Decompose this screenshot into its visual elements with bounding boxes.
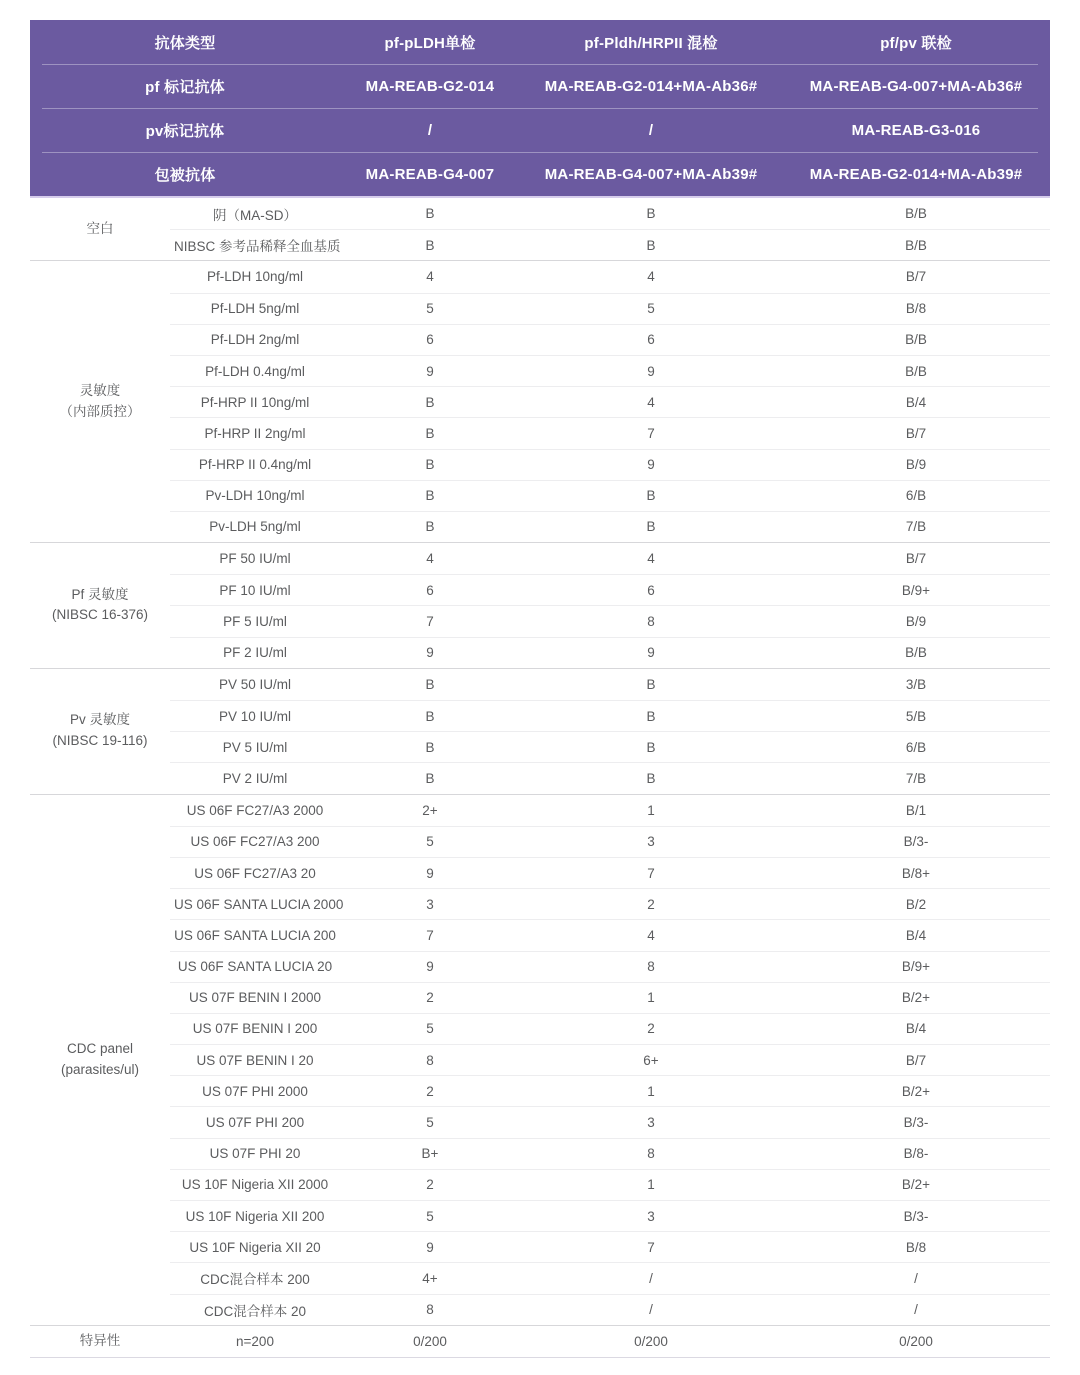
sample-name: Pf-HRP II 10ng/ml [200, 394, 310, 410]
table-row [170, 795, 1050, 826]
value-cell: 1 [647, 1177, 655, 1193]
header-cell-value: / [648, 121, 654, 139]
table-row [170, 1200, 1050, 1231]
value-cell: B/B [905, 206, 927, 222]
value-cell: B [425, 457, 435, 473]
value-cell: 5/B [905, 708, 927, 724]
table-section [30, 260, 1050, 542]
value-cell: B/4 [905, 927, 927, 943]
value-cell: B/4 [905, 1021, 927, 1037]
value-cell: B/8+ [901, 865, 931, 881]
value-cell: 3 [426, 896, 434, 912]
value-cell: B [425, 488, 435, 504]
value-cell: 5 [426, 1208, 434, 1224]
sample-name: US 06F FC27/A3 20 [194, 865, 316, 881]
sample-name: PV 10 IU/ml [218, 708, 292, 724]
value-cell: B [646, 770, 656, 786]
value-cell: 8 [426, 1052, 434, 1068]
sample-name: Pf-LDH 10ng/ml [206, 269, 304, 285]
value-cell: / [649, 1302, 653, 1318]
table-section [30, 198, 1050, 260]
sample-name: US 07F BENIN I 20 [196, 1052, 314, 1068]
value-cell: 6/B [905, 488, 927, 504]
group-label [30, 261, 170, 542]
value-cell: / [914, 1302, 918, 1318]
table-row [170, 480, 1050, 511]
section-rows [170, 795, 1050, 1325]
value-cell: 2+ [422, 802, 438, 818]
sample-name: US 07F PHI 2000 [202, 1083, 308, 1099]
table-row [170, 1169, 1050, 1200]
value-cell: B [425, 708, 435, 724]
value-cell: 5 [426, 301, 434, 317]
group-label-line: Pf 灵敏度 [71, 586, 129, 602]
table-row [170, 1294, 1050, 1325]
header-row-pf-label-antibody [30, 64, 1050, 108]
header-cell-pf-pldh-hrpii-combo: pf-Pldh/HRPII 混检 [584, 34, 718, 52]
header-cell-row-label: 包被抗体 [154, 166, 216, 184]
value-cell: B/B [905, 363, 927, 379]
value-cell: 8 [647, 959, 655, 975]
sample-name: NIBSC 参考品稀释全血基质 [174, 239, 341, 255]
value-cell: B [425, 676, 435, 692]
header-cell-value: MA-REAB-G3-016 [851, 121, 981, 139]
value-cell: 6 [426, 332, 434, 348]
value-cell: 9 [426, 645, 434, 661]
sample-name: Pf-LDH 0.4ng/ml [205, 363, 305, 379]
value-cell: 9 [647, 363, 655, 379]
header-row-coating-antibody [30, 152, 1050, 196]
value-cell: B/8 [905, 301, 927, 317]
table-row [170, 1262, 1050, 1293]
value-cell: B/9+ [901, 582, 931, 598]
header-cell-row-label: pv标记抗体 [145, 122, 225, 140]
table-row [170, 293, 1050, 324]
value-cell: 3 [647, 834, 655, 850]
value-cell: B/B [905, 332, 927, 348]
value-cell: B/7 [905, 269, 927, 285]
value-cell: B/B [905, 645, 927, 661]
value-cell: B/4 [905, 394, 927, 410]
table-section [30, 542, 1050, 668]
value-cell: B [646, 488, 656, 504]
value-cell: 6 [647, 582, 655, 598]
sample-name: 阴（MA-SD） [213, 207, 297, 223]
value-cell: B/3- [903, 1115, 929, 1131]
value-cell: B/8 [905, 1239, 927, 1255]
value-cell: 1 [647, 990, 655, 1006]
header-cell-value: MA-REAB-G2-014+MA-Ab39# [809, 165, 1023, 183]
group-label [30, 543, 170, 668]
table-section [30, 794, 1050, 1325]
value-cell: 1 [647, 1083, 655, 1099]
sample-name: US 07F PHI 20 [209, 1146, 301, 1162]
value-cell: 9 [647, 457, 655, 473]
value-cell: B/3- [903, 834, 929, 850]
value-cell: B/8- [903, 1146, 929, 1162]
value-cell: B [425, 206, 435, 222]
table-row [170, 543, 1050, 574]
value-cell: B [425, 519, 435, 535]
value-cell: B/2+ [901, 1083, 931, 1099]
value-cell: B+ [421, 1146, 439, 1162]
table-row [170, 261, 1050, 292]
value-cell: 4 [647, 394, 655, 410]
sample-name: US 07F BENIN I 200 [192, 1021, 318, 1037]
table-row [170, 731, 1050, 762]
header-row-pv-label-antibody [30, 108, 1050, 152]
value-cell: B/7 [905, 1052, 927, 1068]
table-row [170, 1138, 1050, 1169]
table-row [170, 229, 1050, 260]
value-cell: 0/200 [413, 1333, 447, 1349]
table-row [170, 1231, 1050, 1262]
sample-name: CDC混合样本 200 [200, 1272, 310, 1288]
header-cell-pf-pv-joint: pf/pv 联检 [880, 34, 952, 52]
value-cell: B/2+ [901, 1177, 931, 1193]
value-cell: B [425, 394, 435, 410]
table-row [170, 951, 1050, 982]
value-cell: 7 [647, 865, 655, 881]
value-cell: 2 [647, 1021, 655, 1037]
sample-name: US 07F BENIN I 2000 [188, 990, 322, 1006]
section-rows [170, 198, 1050, 260]
sample-name: Pf-LDH 5ng/ml [210, 301, 300, 317]
value-cell: 2 [426, 990, 434, 1006]
value-cell: B/1 [905, 802, 927, 818]
sample-name: US 06F SANTA LUCIA 20 [177, 959, 333, 975]
value-cell: B/9 [905, 457, 927, 473]
value-cell: 4 [647, 269, 655, 285]
value-cell: B/9 [905, 614, 927, 630]
sample-name: US 06F SANTA LUCIA 2000 [174, 896, 344, 912]
value-cell: 9 [426, 865, 434, 881]
header-cell-value: MA-REAB-G2-014+MA-Ab36# [544, 77, 758, 95]
sample-name: PV 2 IU/ml [222, 770, 288, 786]
value-cell: B [425, 425, 435, 441]
value-cell: 3/B [905, 676, 927, 692]
value-cell: 7 [426, 614, 434, 630]
value-cell: / [914, 1270, 918, 1286]
value-cell: 4 [426, 269, 434, 285]
value-cell: B [646, 708, 656, 724]
value-cell: B [646, 237, 656, 253]
value-cell: B [646, 676, 656, 692]
table-row [170, 888, 1050, 919]
sample-name: CDC混合样本 20 [203, 1303, 306, 1319]
table-row [170, 1075, 1050, 1106]
value-cell: 6/B [905, 739, 927, 755]
assay-comparison-table [30, 20, 1050, 1358]
value-cell: 3 [647, 1115, 655, 1131]
table-row [170, 355, 1050, 386]
sample-name: US 06F SANTA LUCIA 200 [174, 927, 336, 943]
value-cell: 6+ [643, 1052, 659, 1068]
value-cell: B/3- [903, 1208, 929, 1224]
value-cell: 9 [647, 645, 655, 661]
value-cell: 7/B [905, 519, 927, 535]
sample-name: Pf-LDH 2ng/ml [210, 332, 300, 348]
value-cell: 9 [426, 363, 434, 379]
sample-name: PF 10 IU/ml [219, 582, 291, 598]
table-body [30, 196, 1050, 1358]
group-label-line: CDC panel [66, 1040, 134, 1056]
value-cell: B/7 [905, 551, 927, 567]
sample-name: PV 5 IU/ml [222, 739, 288, 755]
sample-name: Pv-LDH 10ng/ml [205, 488, 305, 504]
section-rows [170, 1326, 1050, 1357]
header-cell-value: MA-REAB-G2-014 [365, 77, 495, 95]
sample-name: PF 2 IU/ml [223, 645, 287, 661]
value-cell: 6 [426, 582, 434, 598]
value-cell: 7 [647, 1239, 655, 1255]
table-row [170, 574, 1050, 605]
group-label-line: 空白 [86, 220, 114, 236]
table-section [30, 1325, 1050, 1357]
table-row [170, 857, 1050, 888]
value-cell: B/2+ [901, 990, 931, 1006]
value-cell: 7 [426, 927, 434, 943]
table-row [170, 1044, 1050, 1075]
group-label-line: (parasites/ul) [60, 1061, 140, 1077]
value-cell: B [646, 206, 656, 222]
table-row [170, 605, 1050, 636]
table-row [170, 637, 1050, 668]
sample-name: US 06F FC27/A3 200 [190, 834, 320, 850]
value-cell: 5 [426, 834, 434, 850]
value-cell: B [646, 519, 656, 535]
table-row [170, 417, 1050, 448]
group-label-line: (NIBSC 19-116) [52, 733, 148, 749]
sample-name: Pv-LDH 5ng/ml [209, 519, 301, 535]
sample-name: Pf-HRP II 2ng/ml [204, 425, 306, 441]
value-cell: 0/200 [634, 1333, 668, 1349]
header-cell-row-label: pf 标记抗体 [145, 78, 225, 96]
value-cell: B [425, 770, 435, 786]
value-cell: 4+ [422, 1270, 438, 1286]
value-cell: B/7 [905, 425, 927, 441]
value-cell: 5 [426, 1021, 434, 1037]
table-row [170, 826, 1050, 857]
group-label-line: (NIBSC 16-376) [51, 607, 149, 623]
header-cell-value: MA-REAB-G4-007+MA-Ab39# [544, 165, 758, 183]
sample-name: US 10F Nigeria XII 200 [185, 1208, 325, 1224]
sample-name: US 10F Nigeria XII 20 [189, 1239, 321, 1255]
value-cell: 0/200 [899, 1333, 933, 1349]
table-row [170, 919, 1050, 950]
group-label-line: 灵敏度 [79, 382, 121, 398]
value-cell: 5 [426, 1115, 434, 1131]
sample-name: Pf-HRP II 0.4ng/ml [198, 457, 312, 473]
header-cell-value: MA-REAB-G4-007 [365, 165, 495, 183]
group-label [30, 669, 170, 794]
table-row [170, 1013, 1050, 1044]
group-label [30, 795, 170, 1325]
header-cell-value: MA-REAB-G4-007+MA-Ab36# [809, 77, 1023, 95]
table-row [170, 386, 1050, 417]
value-cell: / [649, 1270, 653, 1286]
section-rows [170, 261, 1050, 542]
value-cell: B [646, 739, 656, 755]
value-cell: B/2 [905, 896, 927, 912]
value-cell: 5 [647, 301, 655, 317]
value-cell: 7/B [905, 770, 927, 786]
group-label-line: 特异性 [79, 1332, 121, 1348]
value-cell: B [425, 739, 435, 755]
value-cell: 8 [426, 1302, 434, 1318]
value-cell: B [425, 237, 435, 253]
value-cell: 3 [647, 1208, 655, 1224]
value-cell: 6 [647, 332, 655, 348]
value-cell: 9 [426, 1239, 434, 1255]
table-row [170, 700, 1050, 731]
section-rows [170, 543, 1050, 668]
header-cell-value: / [427, 121, 433, 139]
table-header [30, 20, 1050, 196]
sample-name: PV 50 IU/ml [218, 676, 292, 692]
value-cell: 4 [426, 551, 434, 567]
value-cell: B/9+ [901, 959, 931, 975]
value-cell: B/B [905, 237, 927, 253]
table-row [170, 198, 1050, 229]
sample-name: PF 5 IU/ml [223, 614, 287, 630]
table-row [170, 1106, 1050, 1137]
value-cell: 7 [647, 425, 655, 441]
value-cell: 8 [647, 614, 655, 630]
table-row [170, 982, 1050, 1013]
value-cell: 8 [647, 1146, 655, 1162]
value-cell: 4 [647, 927, 655, 943]
header-cell-row-label: 抗体类型 [154, 34, 216, 52]
table-row [170, 669, 1050, 700]
table-row [170, 449, 1050, 480]
header-cell-pf-pldh-single: pf-pLDH单检 [384, 34, 476, 52]
header-row-antibody-type [30, 20, 1050, 64]
value-cell: 1 [647, 802, 655, 818]
group-label [30, 1326, 170, 1357]
table-row [170, 511, 1050, 542]
sample-name: n=200 [236, 1333, 274, 1349]
table-row [170, 324, 1050, 355]
sample-name: PF 50 IU/ml [219, 551, 291, 567]
table-row [170, 1326, 1050, 1357]
group-label-line: （内部质控） [59, 403, 141, 419]
group-label [30, 198, 170, 260]
section-rows [170, 669, 1050, 794]
value-cell: 9 [426, 959, 434, 975]
table-row [170, 762, 1050, 793]
group-label-line: Pv 灵敏度 [69, 712, 130, 728]
sample-name: US 07F PHI 200 [205, 1115, 305, 1131]
value-cell: 2 [426, 1177, 434, 1193]
sample-name: US 06F FC27/A3 2000 [186, 802, 324, 818]
value-cell: 2 [426, 1083, 434, 1099]
value-cell: 4 [647, 551, 655, 567]
value-cell: 2 [647, 896, 655, 912]
table-section [30, 668, 1050, 794]
sample-name: US 10F Nigeria XII 2000 [181, 1177, 329, 1193]
